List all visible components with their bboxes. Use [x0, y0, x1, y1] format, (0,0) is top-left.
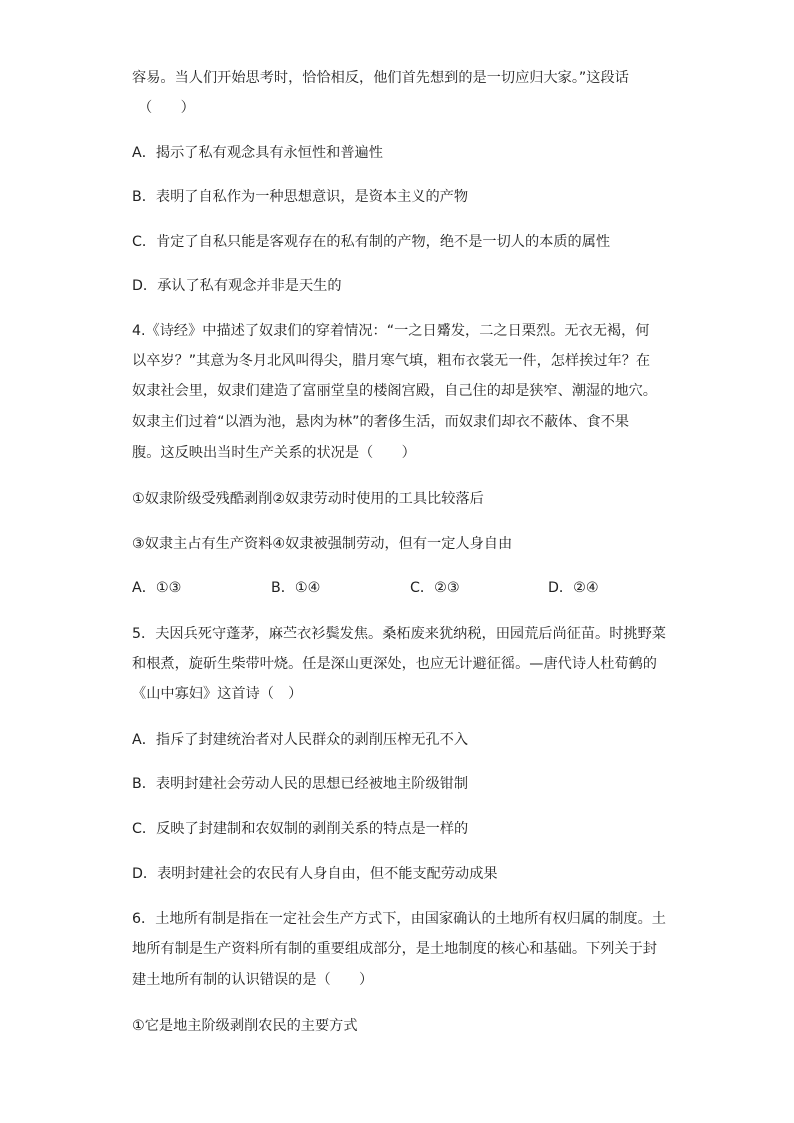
q4-stem-line-4: 奴隶主们过着“以酒为池，悬肉为林”的奢侈生活，而奴隶们却衣不蔽体、食不果 — [132, 414, 630, 430]
q5-stem-line-1: 5．夫因兵死守蓬茅，麻苎衣衫鬓发焦。桑柘废来犹纳税，田园荒后尚征苗。时挑野菜 — [132, 626, 666, 642]
q5-option-d: D．表明封建社会的农民有人身自由，但不能支配劳动成果 — [132, 866, 498, 882]
q3-answer-blank: （ ） — [138, 100, 195, 116]
q3-option-a: A．揭示了私有观念具有永恒性和普遍性 — [132, 145, 383, 161]
q5-stem-line-3: 《山中寡妇》这首诗（ ） — [132, 686, 303, 702]
q6-statement-1: ①它是地主阶级剥削农民的主要方式 — [132, 1018, 358, 1034]
q6-stem-line-3: 建土地所有制的认识错误的是（ ） — [132, 972, 374, 988]
q4-statement-2: ③奴隶主占有生产资料④奴隶被强制劳动，但有一定人身自由 — [132, 536, 513, 552]
q3-stem-line-1: 容易。当人们开始思考时，恰恰相反，他们首先想到的是一切应归大家。”这段话 — [132, 70, 629, 86]
q5-stem-line-2: 和根煮，旋斫生柴带叶烧。任是深山更深处，也应无计避征徭。—唐代诗人杜荀鹤的 — [132, 656, 657, 672]
q4-statement-1: ①奴隶阶级受残酷剥削②奴隶劳动时使用的工具比较落后 — [132, 491, 484, 507]
q4-option-c: C．②③ — [410, 580, 460, 596]
q5-option-a: A．指斥了封建统治者对人民群众的剥削压榨无孔不入 — [132, 732, 469, 748]
q3-option-d: D．承认了私有观念并非是天生的 — [132, 278, 342, 294]
q4-option-d: D．②④ — [548, 580, 599, 596]
q4-stem-line-2: 以卒岁？”其意为冬月北风叫得尖，腊月寒气填，粗布衣裳无一件，怎样挨过年？在 — [132, 353, 651, 369]
q6-stem-line-2: 地所有制是生产资料所有制的重要组成部分，是土地制度的核心和基础。下列关于封 — [132, 941, 657, 957]
q5-option-c: C．反映了封建制和农奴制的剥削关系的特点是一样的 — [132, 821, 469, 837]
q4-option-a: A．①③ — [132, 580, 182, 596]
q4-stem-line-5: 腹。这反映出当时生产关系的状况是（ ） — [132, 445, 416, 461]
q4-option-b: B．①④ — [271, 580, 321, 596]
q6-stem-line-1: 6．土地所有制是指在一定社会生产方式下，由国家确认的土地所有权归属的制度。土 — [132, 911, 666, 927]
q3-option-c: C．肯定了自私只能是客观存在的私有制的产物，绝不是一切人的本质的属性 — [132, 234, 611, 250]
q4-stem-line-3: 奴隶社会里，奴隶们建造了富丽堂皇的楼阁宫殿，自己住的却是狭窄、潮湿的地穴。 — [132, 383, 657, 399]
q4-stem-line-1: 4.《诗经》中描述了奴隶们的穿着情况：“一之日觱发，二之日栗烈。无衣无褐，何 — [132, 323, 650, 339]
q5-option-b: B．表明封建社会劳动人民的思想已经被地主阶级钳制 — [132, 776, 469, 792]
q4-options-row — [132, 578, 672, 598]
q3-option-b: B．表明了自私作为一种思想意识，是资本主义的产物 — [132, 189, 469, 205]
